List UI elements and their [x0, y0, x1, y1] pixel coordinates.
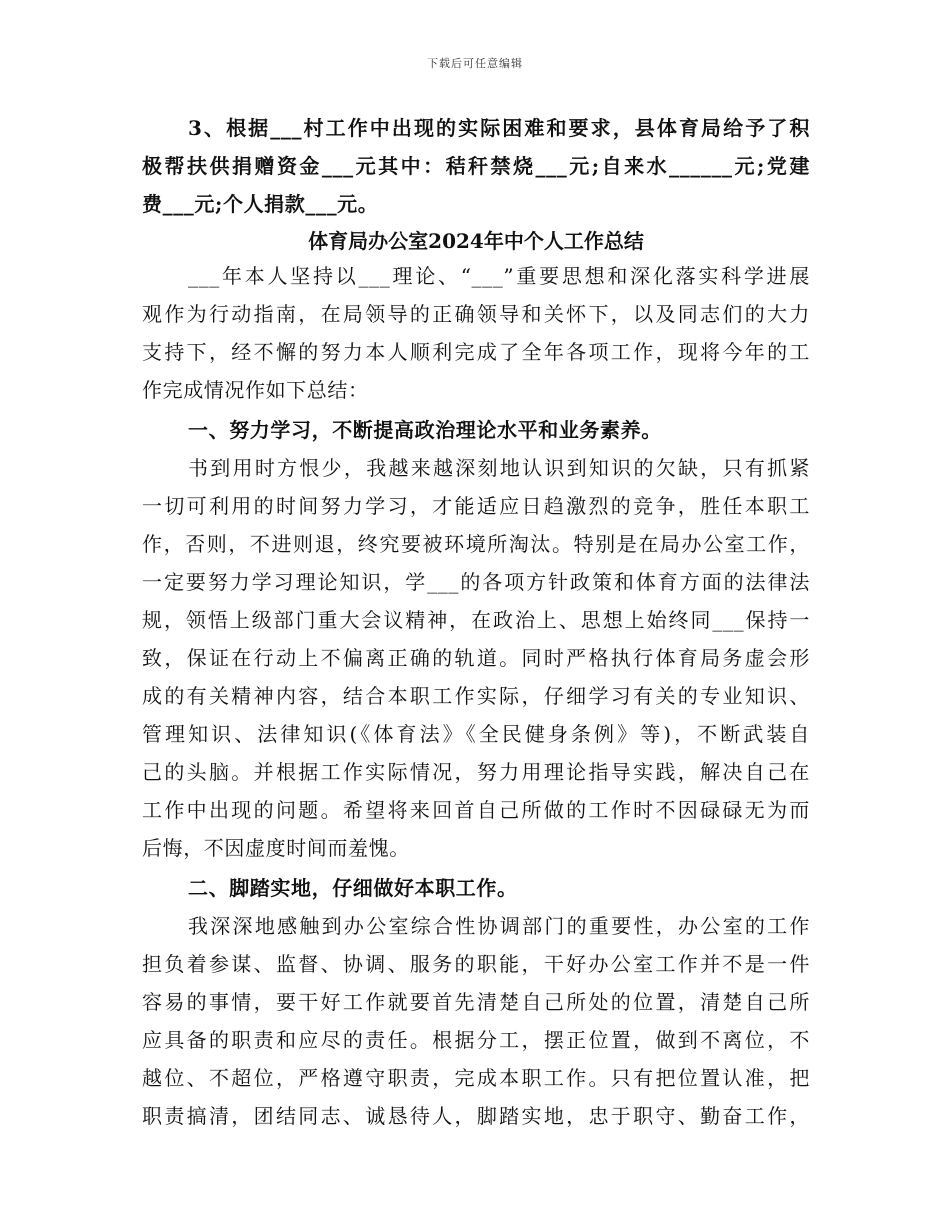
intro-line: 观作为行动指南，在局领导的正确领导和关怀下，以及同志们的大力: [142, 302, 810, 326]
section-3-line: 费___元;个人捐款___元。: [142, 192, 379, 216]
paragraph-1-line: 一切可利用的时间努力学习，才能适应日趋激烈的竞争，胜任本职工: [142, 494, 810, 518]
paragraph-1-line: 书到用时方恨少，我越来越深刻地认识到知识的欠缺，只有抓紧: [188, 456, 810, 480]
paragraph-2-line: 越位、不超位，严格遵守职责，完成本职工作。只有把位置认准，把: [142, 1066, 810, 1090]
paragraph-2-line: 我深深地感触到办公室综合性协调部门的重要性，办公室的工作: [188, 914, 810, 938]
paragraph-2-line: 职责搞清，团结同志、诚恳待人，脚踏实地，忠于职守、勤奋工作，: [142, 1104, 810, 1128]
intro-line: 支持下，经不懈的努力本人顺利完成了全年各项工作，现将今年的工: [142, 340, 810, 364]
paragraph-1-line: 作，否则，不进则退，终究要被环境所淘汰。特别是在局办公室工作，: [142, 532, 810, 556]
section-heading-2: 二、脚踏实地，仔细做好本职工作。: [188, 876, 518, 900]
section-heading-1: 一、努力学习，不断提高政治理论水平和业务素养。: [188, 418, 662, 442]
paragraph-2-line: 容易的事情，要干好工作就要首先清楚自己所处的位置，清楚自己所: [142, 990, 810, 1014]
document-title: 体育局办公室2024年中个人工作总结: [308, 229, 644, 253]
paragraph-2-line: 应具备的职责和应尽的责任。根据分工，摆正位置，做到不离位，不: [142, 1028, 810, 1052]
header-note: 下载后可任意编辑: [427, 57, 523, 70]
paragraph-1-line: 致，保证在行动上不偏离正确的轨道。同时严格执行体育局务虚会形: [142, 646, 810, 670]
paragraph-1-line: 一定要努力学习理论知识，学___的各项方针政策和体育方面的法律法: [142, 570, 810, 594]
paragraph-1-line: 工作中出现的问题。希望将来回首自己所做的工作时不因碌碌无为而: [142, 798, 810, 822]
section-3-line: 极帮扶供捐赠资金___元其中：秸秆禁烧___元;自来水______元;党建: [142, 154, 810, 178]
paragraph-1: [142, 452, 810, 864]
paragraph-1-line: 管理知识、法律知识(《体育法》《全民健身条例》等)，不断武装自: [142, 722, 810, 746]
paragraph-1-line: 己的头脑。并根据工作实际情况，努力用理论指导实践，解决自己在: [142, 760, 810, 784]
paragraph-2-line: 担负着参谋、监督、协调、服务的职能，干好办公室工作并不是一件: [142, 952, 810, 976]
paragraph-2: [142, 910, 810, 1132]
intro-paragraph: [142, 260, 810, 406]
intro-line: ___年本人坚持以___理论、“___”重要思想和深化落实科学进展: [188, 264, 810, 288]
paragraph-1-line: 后悔，不因虚度时间而羞愧。: [142, 836, 410, 860]
section-3-line: 3、根据___村工作中出现的实际困难和要求，县体育局给予了积: [188, 116, 810, 140]
paragraph-1-line: 成的有关精神内容，结合本职工作实际，仔细学习有关的专业知识、: [142, 684, 810, 708]
section-3: [142, 112, 810, 220]
paragraph-1-line: 规，领悟上级部门重大会议精神，在政治上、思想上始终同___保持一: [142, 608, 810, 632]
intro-line: 作完成情况作如下总结：: [142, 378, 369, 402]
document-body: [142, 112, 810, 1132]
